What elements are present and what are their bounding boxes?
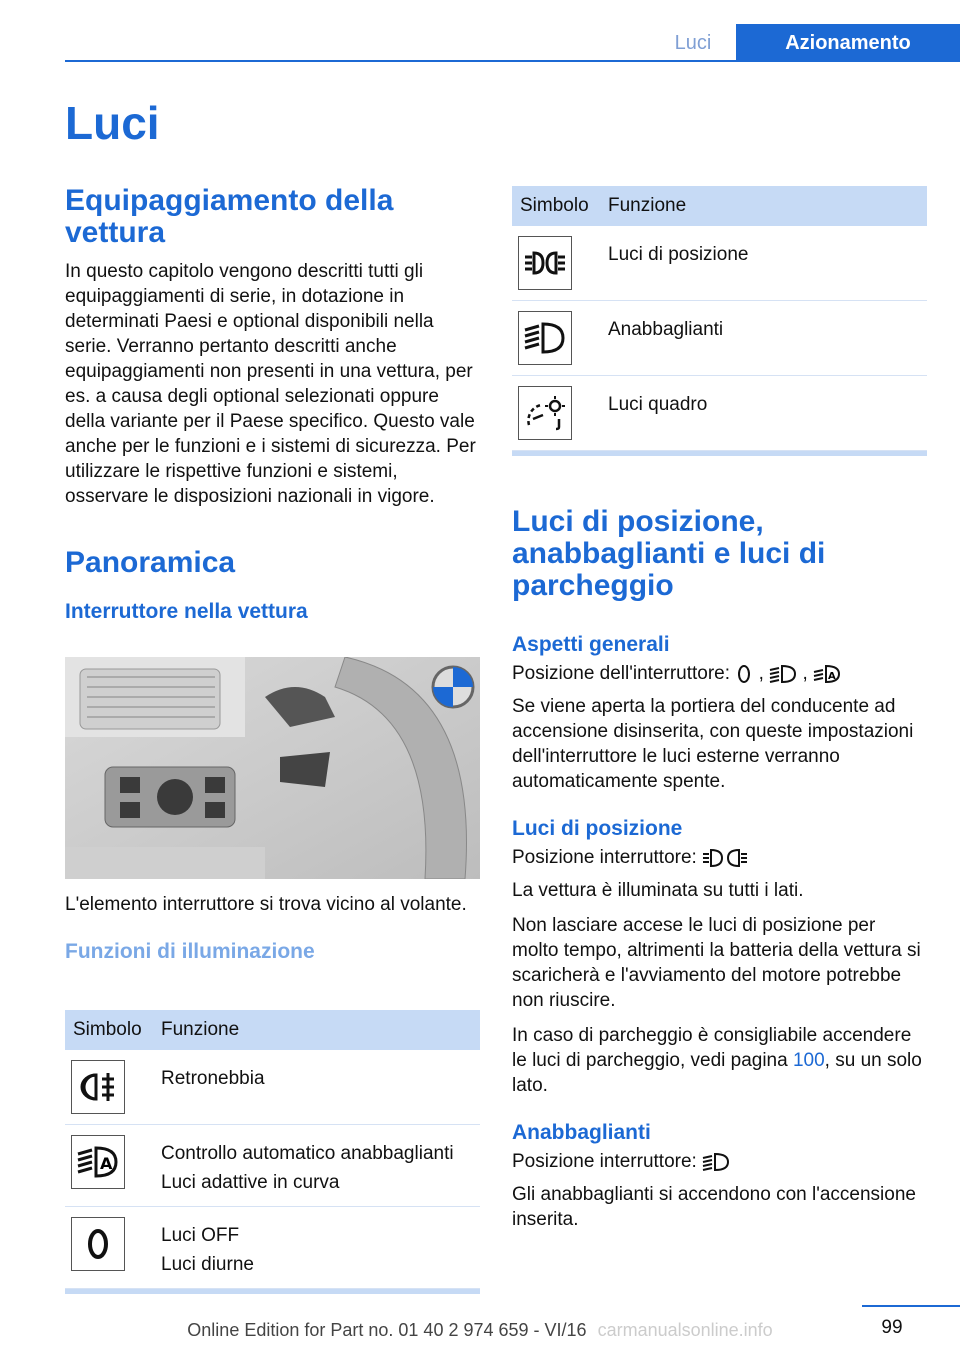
lights-off-icon [71, 1217, 125, 1271]
interruttore-title: Interruttore nella vettura [65, 600, 308, 623]
table-row [512, 376, 927, 451]
table-row [512, 301, 927, 376]
col-function: Funzione [600, 186, 927, 226]
header-section: Luci [674, 32, 712, 54]
right-column [512, 506, 927, 1242]
function-label: Luci adattive in curva [161, 1172, 340, 1193]
table-end-bar [65, 1289, 480, 1294]
low-beam-icon [702, 1151, 730, 1173]
function-label: Luci OFF [161, 1225, 240, 1246]
photo-caption: L'elemento interruttore si trova vicino al volante. [65, 894, 467, 915]
posizione-text-3: In caso di parcheggio è consigliabile accendere le luci di parcheggio, vedi pagina 100, su un solo lato. [512, 1025, 922, 1096]
posizione-title: Luci di posizione [512, 817, 683, 840]
left-symbol-table [65, 1010, 480, 1294]
left-column-lower [65, 892, 480, 964]
header-rule [65, 60, 960, 62]
equip-title: Equipaggiamento della vettura [65, 184, 394, 249]
posizione-position: Posizione interruttore: [512, 845, 927, 870]
generali-text: Se viene aperta la portiera del conducente ad accensione disinserita, con queste impostazioni dell'interruttore le luci esterne verranno automaticamente spente. [512, 696, 914, 792]
function-label: Luci diurne [161, 1254, 254, 1275]
parking-light-icon [702, 847, 748, 869]
function-label: Luci di posizione [608, 244, 749, 265]
low-beam-icon [518, 311, 572, 365]
panoramica-title: Panoramica [65, 546, 236, 579]
anabbaglianti-title: Anabbaglianti [512, 1121, 651, 1144]
anabbaglianti-text: Gli anabbaglianti si accendono con l'accensione inserita. [512, 1184, 916, 1230]
parking-light-icon [518, 236, 572, 290]
col-symbol: Simbolo [512, 186, 600, 226]
table-row [65, 1050, 480, 1125]
function-label: Luci quadro [608, 394, 708, 415]
left-column [65, 185, 480, 624]
function-label: Retronebbia [161, 1068, 265, 1089]
right-symbol-table [512, 186, 927, 456]
equip-text: In questo capitolo vengono descritti tutti gli equipaggiamenti di serie, in dotazione in determinati Paesi e optional disponibili nella serie. Verranno pertanto descritti anche equipaggiamenti non presenti in una vettura, per es. a causa degli optional selezionati oppure della variante per il Paese specifico. Questo vale anche per le funzioni e i sistemi di sicurezza. Per utilizzare le rispettive funzioni e sistemi, osservare le disposizioni nazionali in vigore. [65, 261, 476, 507]
generali-position: Posizione dell'interruttore: , , A [512, 661, 927, 686]
posizione-text-2: Non lasciare accese le luci di posizione per molto tempo, altrimenti la batteria della vettura si scaricherà e l'avviamento del motore potrebbe non riuscire. [512, 915, 921, 1011]
auto-headlight-icon [71, 1135, 125, 1189]
low-beam-icon [769, 663, 797, 685]
svg-text:A: A [828, 670, 836, 682]
col-symbol: Simbolo [65, 1010, 153, 1050]
table-row [65, 1207, 480, 1289]
page-number: 99 [881, 1317, 903, 1338]
rear-fog-light-icon [71, 1060, 125, 1114]
watermark: carmanualsonline.info [597, 1320, 773, 1340]
svg-text:A: A [100, 1154, 113, 1173]
dashboard-light-icon [518, 386, 572, 440]
auto-headlight-icon [813, 663, 841, 685]
footer-edition: Online Edition for Part no. 01 40 2 974 659 - VI/16 carmanualsonline.info [187, 1320, 773, 1340]
footer-rule [862, 1305, 960, 1307]
lights-off-icon [735, 663, 753, 685]
section-title: Luci di posizione, anabbaglianti e luci di parcheggio [512, 505, 826, 602]
function-label: Anabbaglianti [608, 319, 724, 340]
funzioni-title: Funzioni di illuminazione [65, 940, 315, 963]
anabbaglianti-position: Posizione interruttore: [512, 1149, 927, 1174]
table-header [65, 1010, 480, 1050]
table-header [512, 186, 927, 226]
posizione-text-1: La vettura è illuminata su tutti i lati. [512, 880, 804, 901]
generali-title: Aspetti generali [512, 633, 670, 656]
col-function: Funzione [153, 1010, 480, 1050]
table-end-bar [512, 451, 927, 456]
page-link[interactable]: 100 [792, 1050, 825, 1071]
table-row [512, 226, 927, 301]
function-label: Controllo automatico anabbaglianti [161, 1143, 454, 1164]
table-row [65, 1125, 480, 1207]
header-chapter: Azionamento [736, 24, 960, 62]
page-title: Luci [65, 97, 160, 149]
switch-photo [65, 657, 480, 879]
